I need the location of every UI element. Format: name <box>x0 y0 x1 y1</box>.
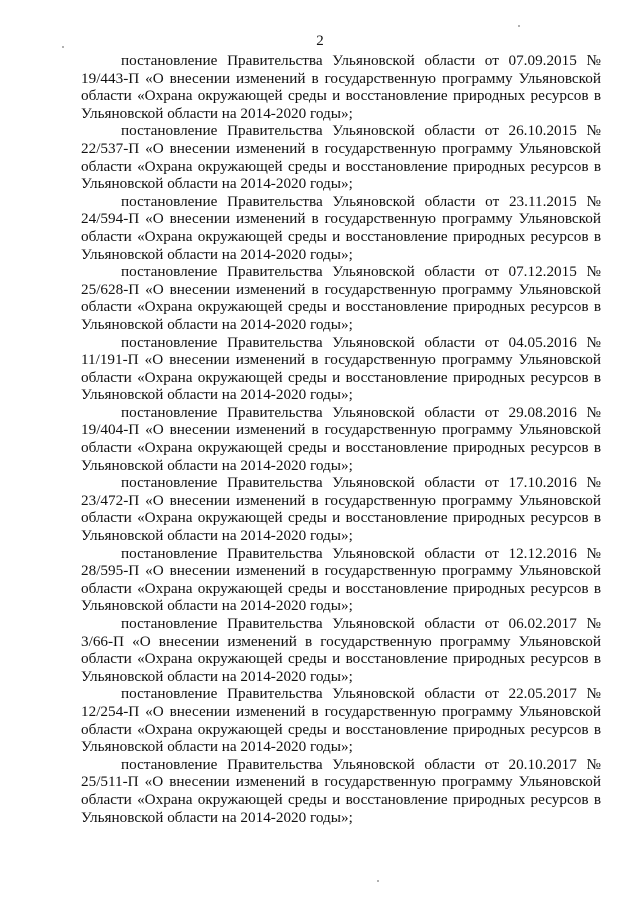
list-item: постановление Правительства Ульяновской области от 06.02.2017 № 3/66-П «О внесении изменений в государственную программу Ульяновской области «Охрана окружающей среды и восстановление природных ресурсов в Ульяновской области на 2014-2020 годы»; <box>81 615 601 685</box>
list-item: постановление Правительства Ульяновской области от 07.12.2015 № 25/628-П «О внесении изменений в государственную программу Ульяновской области «Охрана окружающей среды и восстановление природных ресурсов в Ульяновской области на 2014-2020 годы»; <box>81 263 601 333</box>
list-item: постановление Правительства Ульяновской области от 12.12.2016 № 28/595-П «О внесении изменений в государственную программу Ульяновской области «Охрана окружающей среды и восстановление природных ресурсов в Ульяновской области на 2014-2020 годы»; <box>81 544 601 615</box>
scan-speck <box>518 25 520 27</box>
list-item: постановление Правительства Ульяновской области от 04.05.2016 № 11/191-П «О внесении изменений в государственную программу Ульяновской области «Охрана окружающей среды и восстановление природных ресурсов в Ульяновской области на 2014-2020 годы»; <box>81 333 601 404</box>
list-item: постановление Правительства Ульяновской области от 07.09.2015 № 19/443-П «О внесении изменений в государственную программу Ульяновской области «Охрана окружающей среды и восстановление природных ресурсов в Ульяновской области на 2014-2020 годы»; <box>81 52 601 122</box>
resolution-list <box>81 52 601 826</box>
page-number: 2 <box>316 33 324 49</box>
list-item: постановление Правительства Ульяновской области от 26.10.2015 № 22/537-П «О внесении изменений в государственную программу Ульяновской области «Охрана окружающей среды и восстановление природных ресурсов в Ульяновской области на 2014-2020 годы»; <box>81 122 601 193</box>
list-item: постановление Правительства Ульяновской области от 20.10.2017 № 25/511-П «О внесении изменений в государственную программу Ульяновской области «Охрана окружающей среды и восстановление природных ресурсов в Ульяновской области на 2014-2020 годы»; <box>81 755 601 826</box>
list-item: постановление Правительства Ульяновской области от 17.10.2016 № 23/472-П «О внесении изменений в государственную программу Ульяновской области «Охрана окружающей среды и восстановление природных ресурсов в Ульяновской области на 2014-2020 годы»; <box>81 474 601 545</box>
list-item: постановление Правительства Ульяновской области от 29.08.2016 № 19/404-П «О внесении изменений в государственную программу Ульяновской области «Охрана окружающей среды и восстановление природных ресурсов в Ульяновской области на 2014-2020 годы»; <box>81 403 601 474</box>
scan-speck <box>377 880 379 882</box>
list-item: постановление Правительства Ульяновской области от 22.05.2017 № 12/254-П «О внесении изменений в государственную программу Ульяновской области «Охрана окружающей среды и восстановление природных ресурсов в Ульяновской области на 2014-2020 годы»; <box>81 685 601 756</box>
scan-speck <box>62 46 64 48</box>
list-item: постановление Правительства Ульяновской области от 23.11.2015 № 24/594-П «О внесении изменений в государственную программу Ульяновской области «Охрана окружающей среды и восстановление природных ресурсов в Ульяновской области на 2014-2020 годы»; <box>81 192 601 263</box>
